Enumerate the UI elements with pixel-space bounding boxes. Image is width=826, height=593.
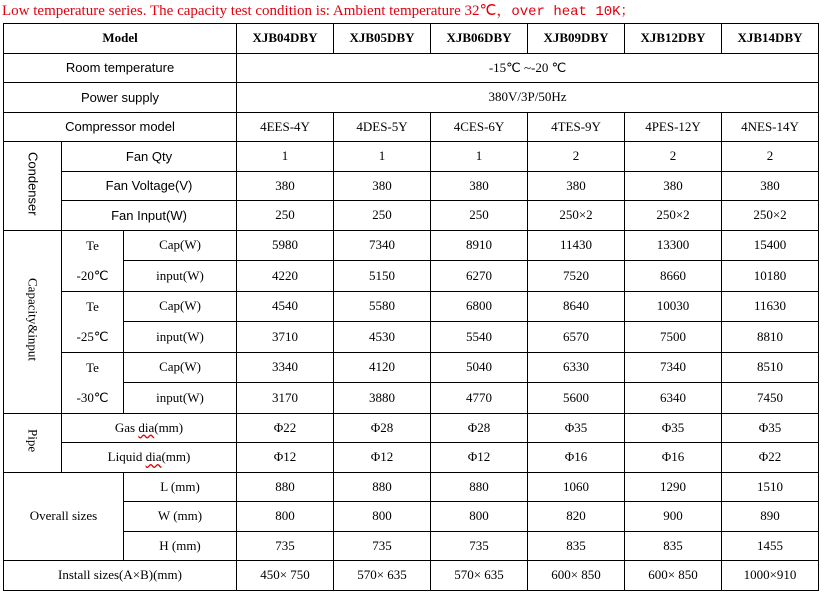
overall-sizes-label: Overall sizes [4, 472, 124, 561]
compressor-value: 4PES-12Y [625, 112, 722, 142]
gas-dia-value: Φ28 [431, 413, 528, 443]
condenser-row [4, 142, 819, 172]
gas-dia-value: Φ35 [528, 413, 625, 443]
cap-value: 4540 [237, 291, 334, 322]
condenser-row-label: Fan Voltage(V) [62, 171, 237, 201]
install-value: 600× 850 [625, 561, 722, 591]
cap-value: 11630 [722, 291, 819, 322]
te-label: Te [86, 298, 99, 314]
cap-value: 7340 [334, 230, 431, 261]
input-value: 7450 [722, 383, 819, 414]
cap-value: 5580 [334, 291, 431, 322]
input-value: 10180 [722, 261, 819, 292]
power-supply-row [4, 83, 819, 113]
power-supply-value: 380V/3P/50Hz [237, 83, 819, 113]
input-value: 6570 [528, 322, 625, 353]
cap-value: 3340 [237, 352, 334, 383]
model-name: XJB09DBY [528, 24, 625, 54]
cap-label: Cap(W) [124, 230, 237, 261]
te-cell [62, 291, 124, 352]
gas-dia-value: Φ28 [334, 413, 431, 443]
overall-value: 735 [237, 531, 334, 561]
overall-value: 880 [334, 472, 431, 502]
condenser-row-label: Fan Input(W) [62, 201, 237, 231]
te-label: Te [86, 359, 99, 375]
input-label: input(W) [124, 383, 237, 414]
input-value: 8810 [722, 322, 819, 353]
condenser-value: 1 [334, 142, 431, 172]
install-sizes-label: Install sizes(A×B)(mm) [4, 561, 237, 591]
capacity-cap-row [4, 230, 819, 261]
compressor-value: 4CES-6Y [431, 112, 528, 142]
te-temperature: -25℃ [76, 328, 109, 344]
condenser-value: 250 [334, 201, 431, 231]
capacity-cap-row [4, 352, 819, 383]
condenser-value: 380 [625, 171, 722, 201]
liquid-dia-label [62, 443, 237, 473]
room-temperature-label: Room temperature [4, 53, 237, 83]
cap-label: Cap(W) [124, 352, 237, 383]
condenser-value: 250 [237, 201, 334, 231]
te-temperature: -20℃ [76, 267, 109, 283]
condenser-value: 250×2 [625, 201, 722, 231]
overall-value: 800 [431, 502, 528, 532]
overall-value: 1060 [528, 472, 625, 502]
condenser-value: 2 [625, 142, 722, 172]
overall-dimension-label: L (mm) [124, 472, 237, 502]
te-cell [62, 230, 124, 291]
title-tail: over heat 10K； [511, 4, 635, 20]
cap-value: 8510 [722, 352, 819, 383]
te-label: Te [86, 237, 99, 253]
cap-value: 15400 [722, 230, 819, 261]
cap-value: 7340 [625, 352, 722, 383]
liquid-dia-value: Φ12 [334, 443, 431, 473]
overall-value: 835 [625, 531, 722, 561]
condenser-value: 380 [237, 171, 334, 201]
condenser-row-label: Fan Qty [62, 142, 237, 172]
install-value: 450× 750 [237, 561, 334, 591]
overall-value: 1455 [722, 531, 819, 561]
model-name: XJB04DBY [237, 24, 334, 54]
condenser-value: 1 [237, 142, 334, 172]
pipe-group-label: Pipe [25, 428, 41, 453]
capacity-input-row [4, 322, 819, 353]
input-value: 3710 [237, 322, 334, 353]
condenser-value: 380 [334, 171, 431, 201]
condenser-value: 250 [431, 201, 528, 231]
input-value: 8660 [625, 261, 722, 292]
gas-dia-value: Φ22 [237, 413, 334, 443]
liquid-dia-value: Φ12 [237, 443, 334, 473]
input-value: 6270 [431, 261, 528, 292]
cap-value: 10030 [625, 291, 722, 322]
gas-dia-value: Φ35 [625, 413, 722, 443]
overall-value: 800 [334, 502, 431, 532]
input-value: 3880 [334, 383, 431, 414]
spec-table [3, 23, 819, 591]
cap-value: 8910 [431, 230, 528, 261]
input-label: input(W) [124, 261, 237, 292]
liquid-dia-value: Φ22 [722, 443, 819, 473]
condenser-value: 380 [431, 171, 528, 201]
pipe-gas-row [4, 413, 819, 443]
gas-label-a: Gas [114, 419, 139, 435]
overall-value: 1510 [722, 472, 819, 502]
model-name: XJB14DBY [722, 24, 819, 54]
pipe-group [4, 413, 62, 472]
input-value: 7500 [625, 322, 722, 353]
model-name: XJB05DBY [334, 24, 431, 54]
input-label: input(W) [124, 322, 237, 353]
input-value: 7520 [528, 261, 625, 292]
cap-label: Cap(W) [124, 291, 237, 322]
condenser-value: 250×2 [528, 201, 625, 231]
compressor-row [4, 112, 819, 142]
input-value: 5540 [431, 322, 528, 353]
gas-dia-value: Φ35 [722, 413, 819, 443]
capacity-input-row [4, 383, 819, 414]
input-value: 4530 [334, 322, 431, 353]
liquid-label-b: dia [145, 449, 162, 465]
input-value: 4770 [431, 383, 528, 414]
cap-value: 6800 [431, 291, 528, 322]
cap-value: 4120 [334, 352, 431, 383]
te-cell [62, 352, 124, 413]
input-value: 3170 [237, 383, 334, 414]
model-name: XJB06DBY [431, 24, 528, 54]
install-sizes-row [4, 561, 819, 591]
capacity-cap-row [4, 291, 819, 322]
room-temperature-value: -15℃ ~-20 ℃ [237, 53, 819, 83]
condenser-value: 1 [431, 142, 528, 172]
input-value: 6340 [625, 383, 722, 414]
overall-value: 1290 [625, 472, 722, 502]
overall-dimension-label: W (mm) [124, 502, 237, 532]
gas-label-b: dia [138, 419, 155, 435]
condenser-value: 2 [528, 142, 625, 172]
overall-size-row [4, 531, 819, 561]
install-value: 570× 635 [431, 561, 528, 591]
condenser-value: 380 [722, 171, 819, 201]
overall-value: 880 [431, 472, 528, 502]
page-title [2, 2, 635, 21]
overall-value: 835 [528, 531, 625, 561]
compressor-value: 4DES-5Y [334, 112, 431, 142]
capacity-input-row [4, 261, 819, 292]
cap-value: 13300 [625, 230, 722, 261]
install-value: 600× 850 [528, 561, 625, 591]
liquid-dia-value: Φ16 [625, 443, 722, 473]
overall-value: 900 [625, 502, 722, 532]
condenser-row [4, 171, 819, 201]
capacity-group-label: Capacity&input [25, 277, 41, 362]
install-value: 1000×910 [722, 561, 819, 591]
overall-value: 880 [237, 472, 334, 502]
compressor-label: Compressor model [4, 112, 237, 142]
liquid-dia-value: Φ12 [431, 443, 528, 473]
overall-dimension-label: H (mm) [124, 531, 237, 561]
condenser-group-label: Condenser [25, 151, 41, 216]
cap-value: 8640 [528, 291, 625, 322]
condenser-row [4, 201, 819, 231]
room-temperature-row [4, 53, 819, 83]
overall-value: 735 [431, 531, 528, 561]
compressor-value: 4EES-4Y [237, 112, 334, 142]
capacity-group [4, 230, 62, 413]
header-row [4, 24, 819, 54]
overall-value: 890 [722, 502, 819, 532]
compressor-value: 4NES-14Y [722, 112, 819, 142]
overall-value: 735 [334, 531, 431, 561]
cap-value: 5980 [237, 230, 334, 261]
overall-size-row [4, 502, 819, 532]
input-value: 5150 [334, 261, 431, 292]
overall-value: 800 [237, 502, 334, 532]
input-value: 5600 [528, 383, 625, 414]
cap-value: 6330 [528, 352, 625, 383]
title-main: Low temperature series. The capacity test condition is: Ambient temperature 32℃， [2, 3, 512, 19]
input-value: 4220 [237, 261, 334, 292]
condenser-value: 2 [722, 142, 819, 172]
power-supply-label: Power supply [4, 83, 237, 113]
gas-dia-label [62, 413, 237, 443]
overall-size-row [4, 472, 819, 502]
compressor-value: 4TES-9Y [528, 112, 625, 142]
condenser-group [4, 142, 62, 231]
cap-value: 11430 [528, 230, 625, 261]
te-temperature: -30℃ [76, 389, 109, 405]
liquid-label-a: Liquid [107, 449, 146, 465]
overall-value: 820 [528, 502, 625, 532]
model-name: XJB12DBY [625, 24, 722, 54]
model-header-label: Model [4, 24, 237, 54]
cap-value: 5040 [431, 352, 528, 383]
condenser-value: 380 [528, 171, 625, 201]
pipe-liquid-row [4, 443, 819, 473]
gas-label-c: (mm) [154, 419, 184, 435]
condenser-value: 250×2 [722, 201, 819, 231]
liquid-dia-value: Φ16 [528, 443, 625, 473]
install-value: 570× 635 [334, 561, 431, 591]
liquid-label-c: (mm) [161, 449, 191, 465]
